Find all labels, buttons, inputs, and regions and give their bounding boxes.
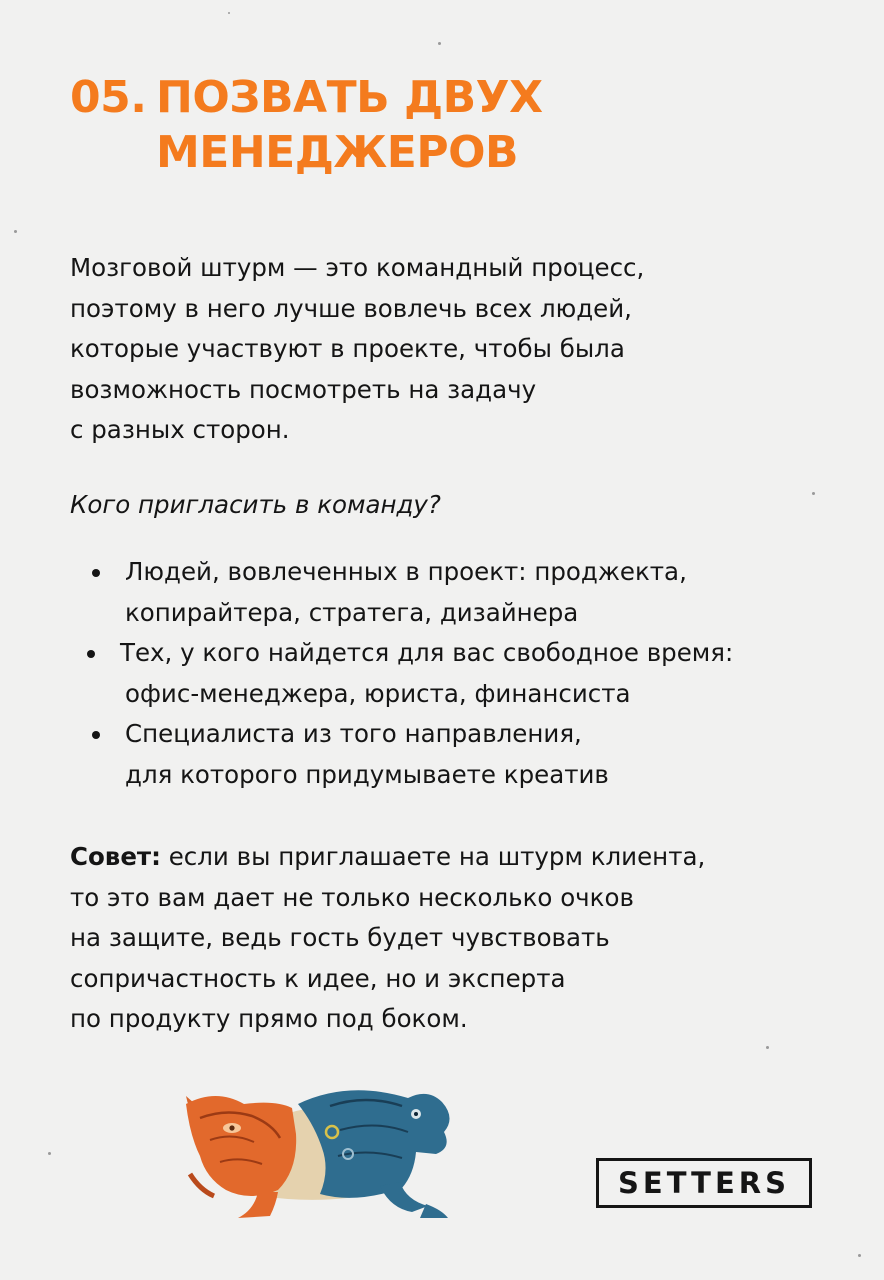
title-number: 05. [70, 72, 147, 123]
intro-line: Мозговой штурм — это командный процесс, [70, 253, 645, 282]
background-speck [858, 1254, 861, 1257]
invite-list [88, 552, 848, 795]
intro-line: возможность посмотреть на задачу [70, 374, 537, 404]
background-speck [228, 12, 230, 14]
list-item [88, 552, 848, 633]
title-line-1: ПОЗВАТЬ ДВУХ [156, 72, 543, 123]
list-item [83, 633, 848, 714]
tip-line: то это вам дает не только несколько очков [70, 882, 634, 912]
list-item-line: копирайтера, стратега, дизайнера [125, 597, 579, 627]
list-item-line: офис-менеджера, юриста, финансиста [125, 678, 631, 708]
intro-line: с разных сторон. [70, 415, 290, 444]
tip-paragraph [70, 837, 830, 1040]
question-heading: Кого пригласить в команду? [70, 490, 441, 519]
intro-line: поэтому в него лучше вовлечь всех людей, [70, 293, 632, 323]
list-item [88, 714, 848, 795]
background-speck [766, 1046, 769, 1049]
list-item-line: Тех, у кого найдется для вас свободное время: [120, 638, 734, 667]
tip-line: по продукту прямо под боком. [70, 1004, 468, 1033]
background-speck [14, 230, 17, 233]
intro-paragraph [70, 248, 830, 451]
setters-logo: SETTERS [596, 1158, 812, 1208]
tip-line: сопричастность к идее, но и эксперта [70, 963, 566, 993]
intro-line: которые участвуют в проекте, чтобы была [70, 334, 625, 363]
background-speck [438, 42, 441, 45]
list-item-line: для которого придумываете креатив [125, 759, 609, 789]
two-headed-beast-illustration [180, 1078, 460, 1228]
background-speck [48, 1152, 51, 1155]
tip-line: если вы приглашаете на штурм клиента, [160, 842, 706, 871]
tip-line: на защите, ведь гость будет чувствовать [70, 923, 610, 952]
list-item-line: Людей, вовлеченных в проект: проджекта, [125, 557, 687, 586]
list-item-line: Специалиста из того направления, [125, 719, 582, 748]
page-title [70, 70, 543, 180]
title-line-2: МЕНЕДЖЕРОВ [156, 127, 519, 178]
tip-label: Совет: [70, 842, 161, 871]
